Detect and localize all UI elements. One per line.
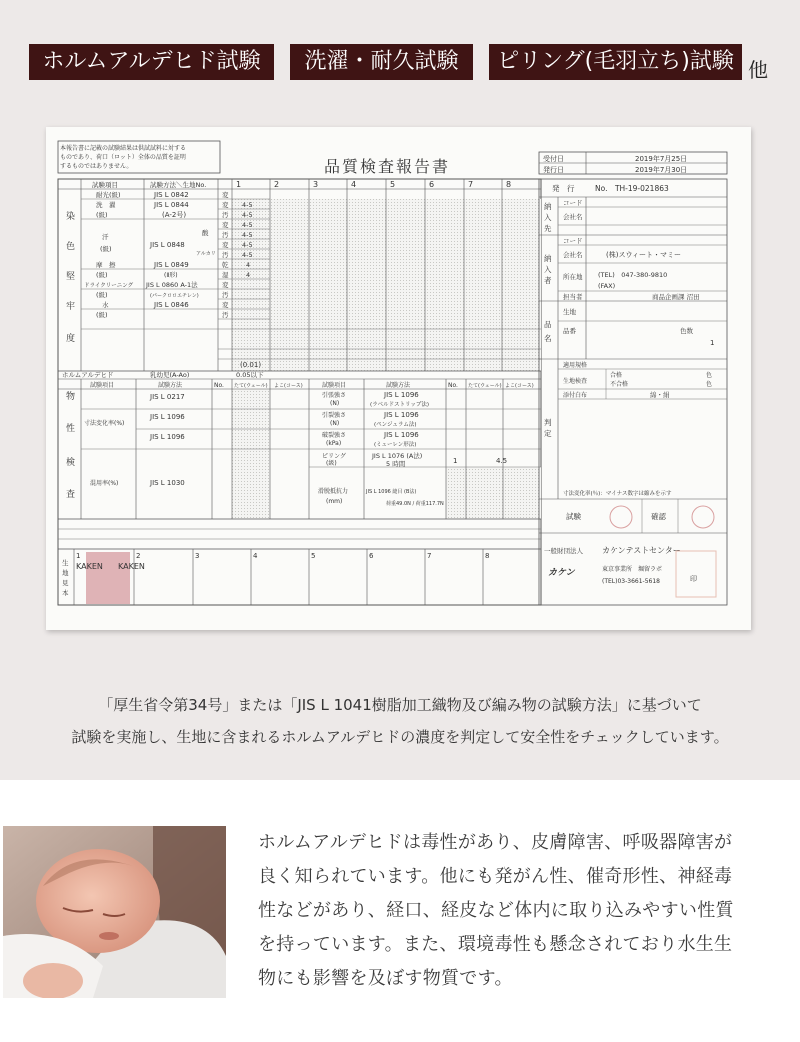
notice-line-1: 本報告書に記載の試験結果は供試試料に対する bbox=[60, 145, 187, 152]
body-line-5: 物にも影響を及ぼす物質です。 bbox=[258, 968, 513, 989]
sample-no-7: 7 bbox=[427, 552, 432, 560]
fabric-test-label: 生地検査 bbox=[563, 378, 588, 385]
pilling-sub: 5 時間 bbox=[386, 460, 406, 468]
row-wash-unit: (級) bbox=[96, 211, 108, 219]
method-header: 試験方法＼生地No. bbox=[150, 181, 207, 189]
sample-brand-1: KAKEN bbox=[76, 562, 103, 571]
slip-method: JIS L 1096 縫目 (B法) bbox=[366, 489, 417, 495]
tensile-unit: (N) bbox=[330, 400, 340, 407]
col-4: 4 bbox=[351, 180, 357, 189]
pilling-item: ピリング bbox=[322, 453, 346, 460]
hatch-area bbox=[232, 199, 541, 371]
row-sweat-acid: 酸 bbox=[202, 229, 209, 237]
row-water: 水 bbox=[102, 301, 109, 309]
formaldehyde-value: (0.01) bbox=[240, 361, 262, 369]
tear-method: JIS L 1096 bbox=[384, 411, 419, 419]
row-sweat-value3: 4-5 bbox=[242, 241, 253, 249]
pilling-value: 4.5 bbox=[496, 457, 508, 465]
section-char-5: 度 bbox=[66, 334, 76, 344]
col-6: 6 bbox=[429, 180, 435, 189]
col-8: 8 bbox=[506, 180, 512, 189]
row-rub-value: 4 bbox=[246, 261, 251, 269]
phys-item-shrink: 寸法変化率(%) bbox=[84, 420, 125, 427]
burst-item: 破裂強さ bbox=[322, 432, 347, 439]
pilling-test-tag: ピリング(毛羽立ち)試験 bbox=[489, 44, 742, 80]
sample-no-4: 4 bbox=[253, 552, 258, 560]
notice-line-3: するものではありません。 bbox=[60, 163, 133, 170]
received-label: 受付日 bbox=[543, 155, 564, 163]
row-sweat-unit: (級) bbox=[100, 245, 112, 253]
caption-line-2: 試験を実施し、生地に含まれるホルムアルデヒドの濃度を判定して安全性をチェックしています。 bbox=[71, 728, 729, 746]
phys-char-1: 物 bbox=[66, 392, 76, 402]
pass-color: 色 bbox=[706, 372, 713, 379]
washing-test-tag: 洗濯・耐久試験 bbox=[290, 44, 473, 80]
row-wash-type2: 汚 bbox=[222, 211, 229, 219]
tensile-item: 引張強さ bbox=[322, 392, 347, 399]
org-stamp-text: 印 bbox=[690, 575, 697, 583]
tel: (TEL) 047-380-9810 bbox=[598, 271, 668, 279]
tensile-sub: (ラベルドストリップ法) bbox=[370, 402, 430, 408]
pass-label: 合格 bbox=[610, 372, 623, 379]
formaldehyde-method: 乳幼児(A-Ao) bbox=[150, 371, 190, 379]
deliver-to-char-2: 入 bbox=[544, 213, 552, 222]
row-lightfast-method: JIS L 0842 bbox=[154, 191, 189, 199]
phys-hatch-right bbox=[446, 467, 541, 519]
issue-no: No. TH-19-021863 bbox=[595, 184, 669, 193]
section-char-1: 染 bbox=[66, 212, 76, 222]
body-line-2: 良く知られています。他にも発がん性、催奇形性、神経毒 bbox=[258, 866, 733, 887]
row-wash-value: 4-5 bbox=[242, 201, 253, 209]
phys-warp-header-2: たて(ウェール) bbox=[468, 383, 502, 389]
sample-brand-2: KAKEN bbox=[118, 562, 145, 571]
shrink-note: 寸法変化率(％)：マイナス数字は縮みを示す bbox=[563, 491, 672, 497]
slip-item: 滑脱抵抗力 bbox=[318, 488, 349, 495]
report-title: 品質検査報告書 bbox=[324, 157, 451, 176]
section-char-4: 牢 bbox=[66, 302, 76, 312]
row-wash-method: JIS L 0844 bbox=[154, 201, 189, 209]
phys-method-header-2: 試験方法 bbox=[386, 382, 411, 389]
quality-inspection-report bbox=[46, 127, 751, 630]
deliver-to-char-1: 納 bbox=[544, 202, 552, 211]
test-label: 試験 bbox=[566, 512, 581, 521]
phys-item-header-2: 試験項目 bbox=[322, 382, 347, 389]
phys-char-2: 性 bbox=[66, 424, 76, 434]
sample-char-1: 生 bbox=[62, 559, 69, 567]
row-water-method: JIS L 0846 bbox=[154, 301, 189, 309]
phys-char-4: 査 bbox=[66, 490, 76, 500]
row-sweat-method: JIS L 0848 bbox=[150, 241, 185, 249]
cotton-label: 綿・絹 bbox=[650, 391, 670, 399]
issued-date: 2019年7月30日 bbox=[635, 166, 688, 174]
company-label-2: 会社名 bbox=[563, 251, 583, 259]
col-1: 1 bbox=[236, 180, 242, 189]
branch: 東京事業所 堀留ラボ bbox=[602, 566, 663, 573]
col-2: 2 bbox=[274, 180, 280, 189]
body-line-1: ホルムアルデヒドは毒性があり、皮膚障害、呼吸器障害が bbox=[258, 832, 733, 853]
row-sweat: 汗 bbox=[102, 233, 109, 241]
burst-method: JIS L 1096 bbox=[384, 431, 419, 439]
phys-item-header: 試験項目 bbox=[90, 382, 115, 389]
tear-unit: (N) bbox=[330, 420, 340, 427]
phys-warp-header: たて(ウェール) bbox=[234, 383, 268, 389]
burst-sub: (ミューレン形法) bbox=[374, 442, 417, 448]
row-lightfast: 耐光(級) bbox=[96, 191, 121, 199]
usage-label: 適用規格 bbox=[563, 362, 588, 369]
sample-char-3: 見 bbox=[62, 579, 69, 587]
tag-label: 添付白布 bbox=[563, 392, 588, 399]
phys-weft-header: よこ(コース) bbox=[274, 383, 303, 389]
pilling-unit: (級) bbox=[326, 460, 337, 467]
row-sweat-value2: 4-5 bbox=[242, 231, 253, 239]
deliver-to-char-3: 先 bbox=[544, 224, 552, 233]
confirm-seal bbox=[692, 506, 714, 528]
phys-method-1: JIS L 0217 bbox=[150, 393, 185, 401]
phys-method-header: 試験方法 bbox=[158, 382, 183, 389]
other-suffix: 他 bbox=[748, 58, 768, 82]
phys-method-3: JIS L 1096 bbox=[150, 433, 185, 441]
deliverer-char-1: 納 bbox=[544, 254, 552, 263]
org-name: カケンテストセンター bbox=[602, 546, 681, 555]
notice-line-2: ものであり、荷口（ロット）全体の品質を証明 bbox=[60, 154, 186, 161]
deliverer-char-3: 者 bbox=[544, 276, 552, 285]
deliverer-char-2: 入 bbox=[544, 265, 552, 274]
row-sweat-type1: 変 bbox=[222, 221, 229, 229]
formaldehyde-test-tag: ホルムアルデヒド試験 bbox=[29, 44, 274, 80]
caption-line-1: 「厚生省令第34号」または「JIS L 1041樹脂加工織物及び編み物の試験方法」に基づいて bbox=[98, 696, 702, 714]
row-wash-sub: (A-2号) bbox=[162, 211, 187, 219]
confirm-label: 確認 bbox=[651, 512, 666, 521]
code-label: コード bbox=[563, 199, 583, 207]
tear-sub: (ペンジュラム法) bbox=[374, 422, 417, 428]
sample-char-2: 地 bbox=[62, 569, 69, 577]
row-sweat-value4: 4-5 bbox=[242, 251, 253, 259]
row-rub-type: 乾 bbox=[222, 261, 229, 269]
product-char-2: 名 bbox=[544, 334, 552, 343]
row-rub: 摩 擦 bbox=[96, 261, 116, 269]
test-seal bbox=[610, 506, 632, 528]
row-dry: ドライクリーニング bbox=[84, 283, 134, 289]
col-3: 3 bbox=[313, 180, 319, 189]
row-dry-type: 変 bbox=[222, 281, 229, 289]
row-dry-unit: (級) bbox=[96, 291, 108, 299]
report-form bbox=[46, 127, 751, 630]
row-wash-value2: 4-5 bbox=[242, 211, 253, 219]
row-sweat-type2: 汚 bbox=[222, 231, 229, 239]
tear-item: 引裂強さ bbox=[322, 412, 347, 419]
phys-char-3: 検 bbox=[66, 458, 76, 468]
phys-item-mix: 混用率(%) bbox=[90, 480, 119, 487]
formaldehyde-row: ホルムアルデヒド bbox=[62, 371, 114, 379]
org-logo: カケン bbox=[548, 568, 575, 578]
color-count-label: 色数 bbox=[680, 327, 693, 335]
fax: (FAX) bbox=[598, 282, 616, 290]
row-dry-method: JIS L 0860 A-1法 bbox=[146, 281, 198, 289]
row-sweat-type4: 汚 bbox=[222, 251, 229, 259]
row-water-type2: 汚 bbox=[222, 311, 229, 319]
product-char-1: 品 bbox=[544, 320, 552, 329]
row-water-type: 変 bbox=[222, 301, 229, 309]
phys-no-header-2: No. bbox=[448, 382, 458, 389]
code-label-2: コード bbox=[563, 237, 583, 245]
row-water-unit: (級) bbox=[96, 311, 108, 319]
col-5: 5 bbox=[390, 180, 396, 189]
row-sweat-value1: 4-5 bbox=[242, 221, 253, 229]
pilling-no: 1 bbox=[453, 457, 458, 465]
row-lightfast-type: 変 bbox=[222, 191, 229, 199]
fail-color: 色 bbox=[706, 381, 713, 388]
body-line-3: 性などがあり、経口、経皮など体内に取り込みやすい性質 bbox=[258, 900, 734, 921]
row-wash: 洗 濯 bbox=[96, 201, 116, 209]
fail-label: 不合格 bbox=[610, 381, 629, 388]
tensile-method: JIS L 1096 bbox=[384, 391, 419, 399]
item-header: 試験項目 bbox=[92, 181, 118, 189]
row-rub-type2: 湿 bbox=[222, 271, 229, 279]
body-line-4: を持っています。また、環境毒性も懸念されており水生生 bbox=[258, 934, 733, 955]
pilling-method: JIS L 1076 (A法) bbox=[372, 452, 423, 460]
slip-unit: (mm) bbox=[326, 498, 343, 505]
branch-tel: (TEL)03-3661-5618 bbox=[602, 578, 660, 585]
phys-hatch-left bbox=[232, 389, 270, 519]
sample-no-1: 1 bbox=[76, 552, 81, 560]
judgement-char-2: 定 bbox=[544, 429, 552, 438]
org-stamp bbox=[676, 551, 716, 597]
section-char-3: 堅 bbox=[66, 272, 76, 282]
row-sweat-alkali: アルカリ bbox=[196, 251, 216, 257]
row-rub-method: JIS L 0849 bbox=[154, 261, 189, 269]
col-7: 7 bbox=[468, 180, 474, 189]
baby-photo bbox=[3, 826, 226, 998]
product-label: 品番 bbox=[563, 327, 576, 335]
sample-no-5: 5 bbox=[311, 552, 316, 560]
formaldehyde-limit: 0.05以下 bbox=[236, 371, 264, 379]
sample-no-2: 2 bbox=[136, 552, 141, 560]
person: 商品企画課 沼田 bbox=[652, 293, 700, 301]
row-dry-sub: (パークロロエチレン) bbox=[150, 293, 199, 299]
row-rub-unit: (級) bbox=[96, 271, 108, 279]
row-dry-type2: 汚 bbox=[222, 291, 229, 299]
sample-no-6: 6 bbox=[369, 552, 374, 560]
row-sweat-type3: 変 bbox=[222, 241, 229, 249]
fabric-sample bbox=[86, 552, 130, 604]
sample-char-4: 本 bbox=[62, 589, 69, 597]
sample-no-8: 8 bbox=[485, 552, 490, 560]
address-label: 所在地 bbox=[563, 273, 583, 281]
slip-sub: 荷重49.0N / 荷重117.7N bbox=[386, 501, 444, 507]
person-label: 担当者 bbox=[563, 293, 583, 301]
judgement-char-1: 判 bbox=[544, 418, 552, 427]
company-label: 会社名 bbox=[563, 213, 583, 221]
row-rub-sub: (Ⅱ形) bbox=[164, 272, 178, 279]
section-char-2: 色 bbox=[66, 242, 76, 252]
row-rub-value2: 4 bbox=[246, 271, 251, 279]
burst-unit: (kPa) bbox=[326, 440, 342, 447]
phys-no-header: No. bbox=[214, 382, 224, 389]
phys-method-2: JIS L 1096 bbox=[150, 413, 185, 421]
phys-method-4: JIS L 1030 bbox=[150, 479, 185, 487]
org-label: 一般財団法人 bbox=[544, 547, 583, 555]
color-count: 1 bbox=[710, 339, 715, 347]
sample-no-3: 3 bbox=[195, 552, 200, 560]
fabric-label: 生地 bbox=[563, 308, 576, 316]
issued-label: 発行日 bbox=[543, 166, 564, 174]
delivery-company: (株)スウィート・マミー bbox=[606, 251, 682, 259]
phys-weft-header-2: よこ(コース) bbox=[505, 383, 534, 389]
issue-label: 発 行 bbox=[552, 184, 575, 193]
received-date: 2019年7月25日 bbox=[635, 155, 688, 163]
row-wash-type: 変 bbox=[222, 201, 229, 209]
